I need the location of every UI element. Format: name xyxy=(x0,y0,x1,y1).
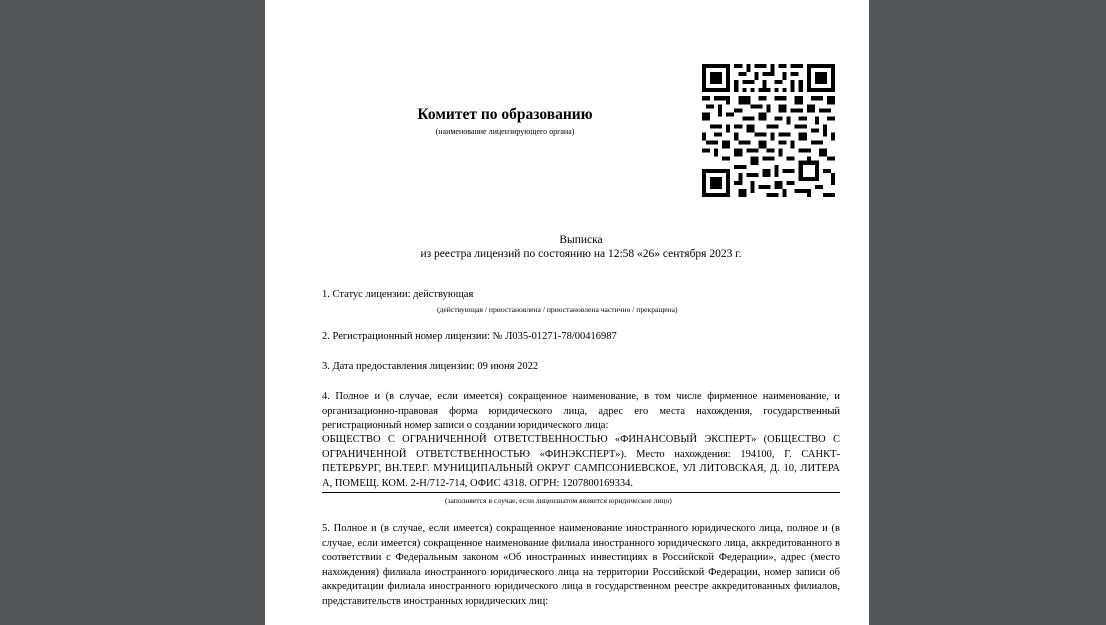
license-date: 3. Дата предоставления лицензии: 09 июня 2022 xyxy=(322,361,539,372)
item5-description: 5. Полное и (в случае, если имеется) сокращенное наименование иностранного юридического лица, полное и (в случае, если имеется) сокращенное наименование филиала иностранного юридического лица, аккредитованного в соответствии с Федеральным законом «Об иностранных инвестициях в Российской Федерации», адрес (место нахождения) филиала иностранного юридического лица на территории Российской Федерации, номер записи об аккредитации филиала иностранного юридического лица в государственном реестре аккредитованных филиалов, представительств иностранных юридических лиц: xyxy=(322,523,840,607)
document-page xyxy=(265,0,869,625)
qr-code-icon xyxy=(702,64,835,197)
item4-description: 4. Полное и (в случае, если имеется) сокращенное наименование, в том числе фирменное наименование, и организационно-правовая форма юридического лица, адрес его места нахождения, государственный регистрационный номер записи о создании юридического лица: xyxy=(322,391,840,432)
licensing-organ-hint: (наименование лицензирующего органа) xyxy=(435,127,575,136)
licensee-info-hint: (заполняется в случае, если лицензиатом является юридическое лицо) xyxy=(445,496,672,505)
registration-number: 2. Регистрационный номер лицензии: № Л035-01271-78/00416987 xyxy=(322,331,617,342)
extract-title: Выписка xyxy=(559,234,603,246)
licensing-organ-name: Комитет по образованию xyxy=(417,106,593,123)
license-status-hint: (действующая / приостановлена / приостановлена частично / прекращена) xyxy=(437,305,678,314)
licensee-info: ОБЩЕСТВО С ОГРАНИЧЕННОЙ ОТВЕТСТВЕННОСТЬЮ «ФИНАНСОВЫЙ ЭКСПЕРТ» (ОБЩЕСТВО С ОГРАНИЧЕННОЙ ОТВЕТСТВЕННОСТЬЮ «ФИНЭКСПЕРТ»). Место нахождения: 194100, Г. САНКТ-ПЕТЕРБУРГ, ВН.ТЕР.Г. МУНИЦИПАЛЬНЫЙ ОКРУГ САМПСОНИЕВСКОЕ, УЛ ЛИТОВСКАЯ, Д. 10, ЛИТЕРА А, ПОМЕЩ. КОМ. 2-Н/712-714, ОФИС 4318. ОГРН: 1207800169334. xyxy=(322,434,840,489)
extract-subtitle: из реестра лицензий по состоянию на 12:58 «26» сентября 2023 г. xyxy=(420,248,742,260)
license-status: 1. Статус лицензии: действующая xyxy=(322,289,474,300)
divider-line xyxy=(322,492,840,493)
